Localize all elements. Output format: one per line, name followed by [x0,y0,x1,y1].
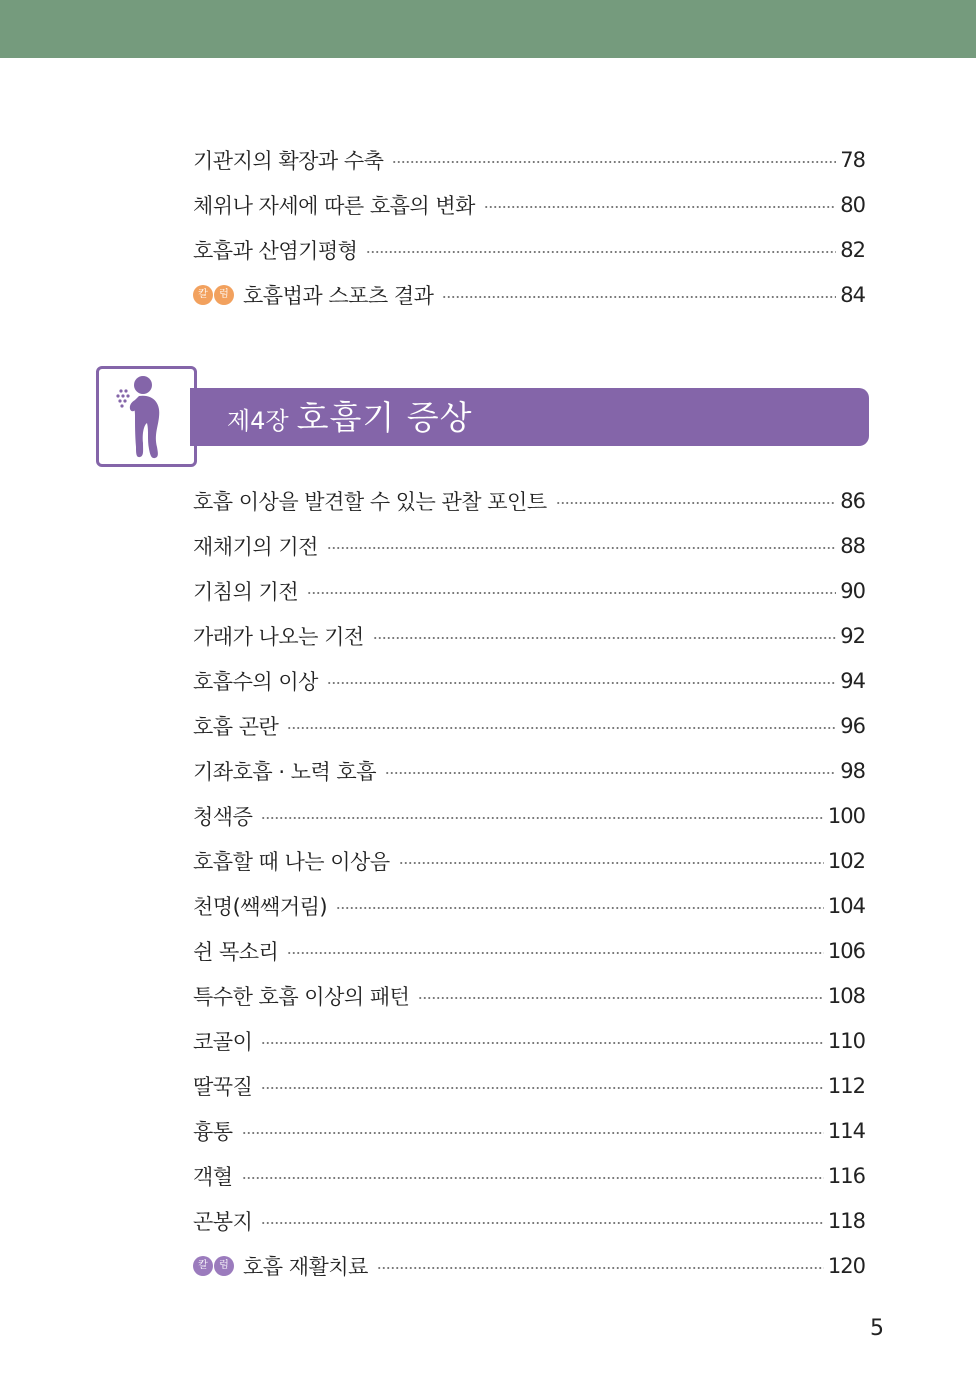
toc-entry-label [193,576,298,606]
dot-leader [242,1177,824,1179]
toc-entry[interactable] [193,703,865,748]
toc-entry-title: 호흡 재활치료 [243,1254,368,1279]
toc-entry-label [193,235,357,265]
toc-entry[interactable] [193,272,865,317]
column-badge [193,1256,235,1276]
dot-leader [307,592,836,594]
toc-entry-label [193,190,475,220]
toc-entry-page: 106 [827,938,865,963]
toc-entry[interactable] [193,613,865,658]
dot-leader [261,1222,824,1224]
dot-leader [287,727,836,729]
toc-entry-page: 104 [827,893,865,918]
dot-leader [366,251,836,253]
toc-entry[interactable] [193,1018,865,1063]
toc-entry[interactable] [193,658,865,703]
toc-entry-page: 96 [840,713,865,738]
toc-entry[interactable] [193,478,865,523]
column-badge [193,285,235,305]
toc-entry[interactable] [193,1243,865,1288]
toc-entry[interactable] [193,793,865,838]
toc-entry-page: 94 [840,668,865,693]
dot-leader [377,1267,824,1269]
toc-entry-page: 118 [827,1208,865,1233]
toc-entry-title: 재채기의 기전 [193,534,318,559]
toc-entry-label [193,531,318,561]
toc-entry[interactable] [193,748,865,793]
header-band [0,0,976,58]
toc-entry-page: 108 [827,983,865,1008]
coughing-person-icon [99,369,194,464]
toc-entry-title: 기관지의 확장과 수축 [193,148,384,173]
toc-list-chapter-4 [193,478,865,1288]
toc-entry-label [193,1251,368,1281]
dot-leader [327,682,836,684]
dot-leader [336,907,824,909]
toc-entry-page: 82 [840,237,865,262]
toc-entry-title: 체위나 자세에 따른 호흡의 변화 [193,193,475,218]
dot-leader [287,952,824,954]
toc-entry-title: 호흡할 때 나는 이상음 [193,849,390,874]
toc-entry-page: 90 [840,578,865,603]
toc-entry-title: 딸꾹질 [193,1074,253,1099]
toc-entry-label [193,280,433,310]
dot-leader [392,161,836,163]
toc-entry[interactable] [193,928,865,973]
chapter-title [227,393,473,443]
toc-entry-title: 천명(쌕쌕거림) [193,894,328,919]
dot-leader [261,1087,824,1089]
toc-entry-label [193,936,278,966]
toc-entry-page: 78 [840,147,865,172]
toc-entry-title: 특수한 호흡 이상의 패턴 [193,984,410,1009]
toc-entry-label [193,981,409,1011]
toc-entry-title: 곤봉지 [193,1209,253,1234]
toc-entry[interactable] [193,883,865,928]
dot-leader [261,1042,824,1044]
dot-leader [484,206,836,208]
dot-leader [385,772,836,774]
column-badge-char: 럼 [214,1256,234,1276]
toc-entry[interactable] [193,523,865,568]
toc-entry-label [193,145,383,175]
toc-entry-title: 기침의 기전 [193,579,299,604]
toc-entry[interactable] [193,227,865,272]
toc-entry-title: 호흡수의 이상 [193,669,318,694]
toc-entry-label [193,621,364,651]
column-badge-char: 칼 [193,1256,213,1276]
toc-list-previous [193,137,865,317]
toc-entry-title: 호흡법과 스포츠 결과 [243,283,434,308]
toc-entry[interactable] [193,838,865,883]
toc-entry-page: 100 [827,803,865,828]
toc-entry[interactable] [193,568,865,613]
dot-leader [261,817,824,819]
toc-entry-page: 110 [827,1028,865,1053]
toc-entry-label [193,801,252,831]
chapter-number: 제4장 [227,407,289,435]
toc-entry[interactable] [193,1198,865,1243]
toc-entry-title: 호흡 곤란 [193,714,279,739]
toc-entry-page: 80 [840,192,865,217]
dot-leader [242,1132,824,1134]
page-number: 5 [870,1316,884,1341]
toc-entry-title: 객혈 [193,1164,233,1189]
toc-entry-label [193,891,327,921]
dot-leader [418,997,824,999]
toc-entry[interactable] [193,1153,865,1198]
toc-entry[interactable] [193,1063,865,1108]
toc-entry-label [193,486,547,516]
toc-entry-label [193,666,318,696]
toc-entry-page: 120 [827,1253,865,1278]
dot-leader [399,862,824,864]
toc-entry-page: 112 [827,1073,865,1098]
dot-leader [442,296,836,298]
dot-leader [556,502,837,504]
toc-entry-label [193,846,390,876]
toc-entry-title: 가래가 나오는 기전 [193,624,364,649]
toc-entry-page: 98 [840,758,865,783]
toc-entry-page: 116 [827,1163,865,1188]
dot-leader [373,637,837,639]
toc-entry-label [193,1161,233,1191]
toc-entry[interactable] [193,973,865,1018]
toc-entry[interactable] [193,137,865,182]
toc-entry-title: 흉통 [193,1119,233,1144]
toc-entry[interactable] [193,182,865,227]
toc-entry-label [193,756,376,786]
toc-entry-label [193,1116,233,1146]
toc-entry-label [193,711,278,741]
toc-entry-page: 88 [840,533,865,558]
dot-leader [327,547,836,549]
toc-entry-title: 청색증 [193,804,253,829]
column-badge-char: 칼 [193,285,213,305]
chapter-name: 호흡기 증상 [296,398,473,437]
toc-entry-page: 84 [840,282,865,307]
toc-entry-page: 114 [827,1118,865,1143]
toc-entry-title: 호흡과 산염기평형 [193,238,358,263]
toc-entry-title: 기좌호흡 · 노력 호흡 [193,759,376,784]
toc-entry-title: 코골이 [193,1029,253,1054]
toc-entry-label [193,1071,252,1101]
column-badge-char: 럼 [214,285,234,305]
toc-entry[interactable] [193,1108,865,1153]
toc-entry-page: 86 [840,488,865,513]
toc-entry-label [193,1026,252,1056]
toc-entry-label [193,1206,252,1236]
toc-entry-page: 92 [840,623,865,648]
toc-entry-page: 102 [827,848,865,873]
chapter-icon-box [96,366,197,467]
toc-entry-title: 호흡 이상을 발견할 수 있는 관찰 포인트 [193,489,547,514]
toc-entry-title: 쉰 목소리 [193,939,279,964]
